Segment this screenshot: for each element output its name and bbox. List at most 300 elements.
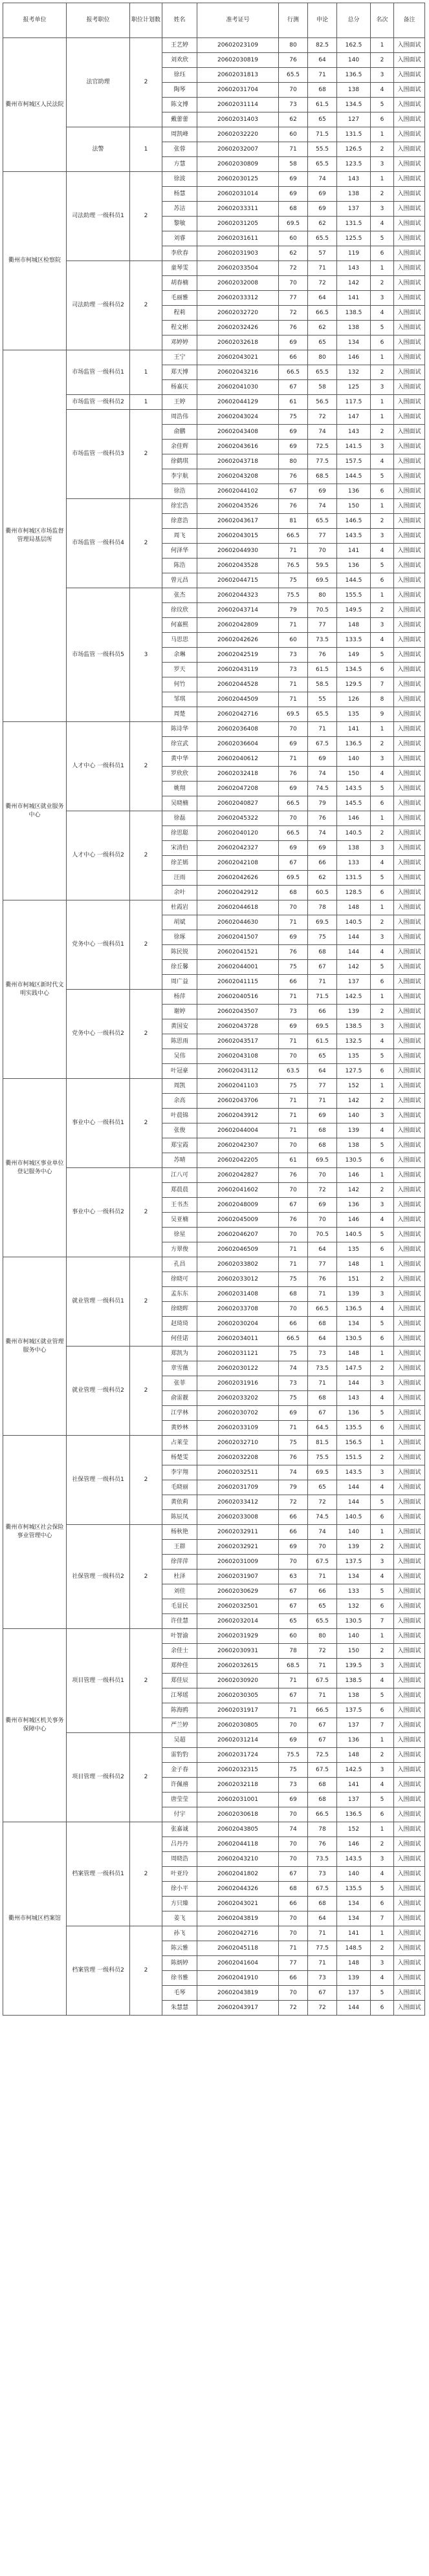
total-score-cell: 140	[337, 1525, 371, 1540]
total-score-cell: 151.5	[337, 1451, 371, 1465]
essay-score-cell: 66.5	[308, 1703, 337, 1718]
written-score-cell: 70	[279, 1852, 308, 1867]
rank-cell: 6	[371, 886, 394, 900]
essay-score-cell: 70	[308, 1540, 337, 1555]
rank-cell: 3	[371, 157, 394, 172]
total-score-cell: 135	[337, 707, 371, 722]
candidate-name-cell: 毛琴	[162, 1986, 197, 2001]
remark-cell: 入围面试	[394, 187, 425, 202]
rank-cell: 5	[371, 871, 394, 886]
plan-cell: 2	[130, 1926, 162, 2016]
total-score-cell: 135	[337, 1242, 371, 1257]
total-score-cell: 142	[337, 1094, 371, 1109]
essay-score-cell: 66.5	[308, 306, 337, 321]
essay-score-cell: 69	[308, 752, 337, 767]
ticket-number-cell: 20602044118	[197, 1837, 279, 1852]
total-score-cell: 133	[337, 1584, 371, 1599]
essay-score-cell: 61.5	[308, 98, 337, 112]
total-score-cell: 131.5	[337, 217, 371, 231]
candidate-name-cell: 刘睿	[162, 231, 197, 246]
ticket-number-cell: 20602032208	[197, 1451, 279, 1465]
remark-cell: 入围面试	[394, 930, 425, 945]
remark-cell: 入围面试	[394, 1570, 425, 1584]
essay-score-cell: 68	[308, 1123, 337, 1138]
essay-score-cell: 71	[308, 975, 337, 990]
remark-cell: 入围面试	[394, 1421, 425, 1436]
written-score-cell: 66.5	[279, 1332, 308, 1347]
total-score-cell: 136	[337, 1733, 371, 1748]
total-score-cell: 131.5	[337, 871, 371, 886]
written-score-cell: 66	[279, 1971, 308, 1986]
ticket-number-cell: 20602043507	[197, 1005, 279, 1019]
header-unit: 报考单位	[3, 3, 67, 38]
remark-cell: 入围面试	[394, 1242, 425, 1257]
remark-cell: 入围面试	[394, 1109, 425, 1123]
ticket-number-cell: 20602045118	[197, 1941, 279, 1956]
ticket-number-cell: 20602030920	[197, 1674, 279, 1688]
header-post: 报考职位	[67, 3, 130, 38]
total-score-cell: 141.5	[337, 440, 371, 454]
essay-score-cell: 71	[308, 1956, 337, 1971]
rank-cell: 5	[371, 1584, 394, 1599]
remark-cell: 入围面试	[394, 1882, 425, 1897]
remark-cell: 入围面试	[394, 1867, 425, 1882]
total-score-cell: 142	[337, 1183, 371, 1198]
remark-cell: 入围面试	[394, 1897, 425, 1911]
essay-score-cell: 67.5	[308, 737, 337, 752]
essay-score-cell: 72.5	[308, 1748, 337, 1763]
essay-score-cell: 72	[308, 1495, 337, 1510]
written-score-cell: 69	[279, 782, 308, 796]
written-score-cell: 66	[279, 975, 308, 990]
total-score-cell: 144.5	[337, 573, 371, 588]
plan-cell: 2	[130, 261, 162, 350]
candidate-name-cell: 郑凯为	[162, 1347, 197, 1361]
written-score-cell: 68	[279, 202, 308, 217]
remark-cell: 入围面试	[394, 1956, 425, 1971]
rank-cell: 4	[371, 1123, 394, 1138]
essay-score-cell: 58.5	[308, 677, 337, 692]
essay-score-cell: 68.5	[308, 469, 337, 484]
remark-cell: 入围面试	[394, 395, 425, 410]
ticket-number-cell: 20602044618	[197, 900, 279, 915]
ticket-number-cell: 20602044715	[197, 573, 279, 588]
written-score-cell: 60	[279, 633, 308, 648]
ticket-number-cell: 20602032014	[197, 1614, 279, 1629]
remark-cell: 入围面试	[394, 1733, 425, 1748]
ticket-number-cell: 20602031907	[197, 1570, 279, 1584]
remark-cell: 入围面试	[394, 202, 425, 217]
header-row	[3, 3, 425, 38]
rank-cell: 4	[371, 1570, 394, 1584]
essay-score-cell: 69	[308, 1198, 337, 1213]
post-cell: 档案管理 一级科员2	[67, 1926, 130, 2016]
remark-cell: 入围面试	[394, 1510, 425, 1525]
ticket-number-cell: 20602042716	[197, 1926, 279, 1941]
ticket-number-cell: 20602043015	[197, 529, 279, 544]
remark-cell: 入围面试	[394, 826, 425, 841]
candidate-name-cell: 方慧	[162, 157, 197, 172]
total-score-cell: 136	[337, 1406, 371, 1421]
written-score-cell: 68	[279, 1882, 308, 1897]
written-score-cell: 70	[279, 1837, 308, 1852]
essay-score-cell: 67	[308, 1718, 337, 1733]
candidate-name-cell: 毛晓丽	[162, 1480, 197, 1495]
total-score-cell: 131.5	[337, 127, 371, 142]
essay-score-cell: 60.5	[308, 886, 337, 900]
total-score-cell: 155.5	[337, 588, 371, 603]
essay-score-cell: 64	[308, 291, 337, 306]
candidate-name-cell: 李宇翔	[162, 1465, 197, 1480]
post-cell: 项目管理 一级科员2	[67, 1733, 130, 1822]
essay-score-cell: 65	[308, 1480, 337, 1495]
essay-score-cell: 77	[308, 1079, 337, 1094]
rank-cell: 1	[371, 990, 394, 1005]
ticket-number-cell: 20602031724	[197, 1748, 279, 1763]
rank-cell: 4	[371, 1480, 394, 1495]
remark-cell: 入围面试	[394, 544, 425, 559]
unit-cell: 衢州市柯城区档案馆	[3, 1822, 67, 2016]
ticket-number-cell: 20602041604	[197, 1956, 279, 1971]
written-score-cell: 70	[279, 1555, 308, 1570]
written-score-cell: 61	[279, 1153, 308, 1168]
written-score-cell: 66.5	[279, 826, 308, 841]
written-score-cell: 69.5	[279, 871, 308, 886]
written-score-cell: 58	[279, 157, 308, 172]
post-cell: 市场监管 一级科员3	[67, 410, 130, 499]
remark-cell: 入围面试	[394, 1332, 425, 1347]
essay-score-cell: 64.5	[308, 1421, 337, 1436]
essay-score-cell: 68	[308, 1778, 337, 1793]
rank-cell: 1	[371, 350, 394, 365]
table-row	[3, 172, 425, 187]
candidate-name-cell: 徐思聪	[162, 826, 197, 841]
remark-cell: 入围面试	[394, 1659, 425, 1674]
total-score-cell: 134	[337, 1911, 371, 1926]
ticket-number-cell: 20602044102	[197, 484, 279, 499]
total-score-cell: 146	[337, 811, 371, 826]
rank-cell: 5	[371, 321, 394, 335]
ticket-number-cell: 20602041802	[197, 1867, 279, 1882]
remark-cell: 入围面试	[394, 722, 425, 737]
total-score-cell: 137.5	[337, 1555, 371, 1570]
essay-score-cell: 69.5	[308, 915, 337, 930]
essay-score-cell: 76	[308, 1837, 337, 1852]
essay-score-cell: 80	[308, 1629, 337, 1644]
rank-cell: 4	[371, 544, 394, 559]
remark-cell: 入围面试	[394, 648, 425, 663]
essay-score-cell: 81.5	[308, 1436, 337, 1451]
candidate-name-cell: 徐磊	[162, 811, 197, 826]
total-score-cell: 136	[337, 484, 371, 499]
total-score-cell: 135	[337, 1049, 371, 1064]
remark-cell: 入围面试	[394, 603, 425, 618]
total-score-cell: 140	[337, 752, 371, 767]
rank-cell: 4	[371, 217, 394, 231]
ticket-number-cell: 20602030805	[197, 1718, 279, 1733]
candidate-name-cell: 严兰婷	[162, 1718, 197, 1733]
table-row	[3, 1733, 425, 1748]
unit-cell: 衢州市柯城区就业管理服务中心	[3, 1257, 67, 1436]
remark-cell: 入围面试	[394, 960, 425, 975]
rank-cell: 3	[371, 930, 394, 945]
rank-cell: 4	[371, 1391, 394, 1406]
written-score-cell: 69.5	[279, 707, 308, 722]
candidate-name-cell: 章雪薇	[162, 1361, 197, 1376]
unit-cell: 衢州市柯城区社会保险事业管理中心	[3, 1436, 67, 1629]
essay-score-cell: 80	[308, 350, 337, 365]
essay-score-cell: 72	[308, 410, 337, 425]
essay-score-cell: 77.5	[308, 1941, 337, 1956]
ticket-number-cell: 20602030125	[197, 172, 279, 187]
ticket-number-cell: 20602043408	[197, 425, 279, 440]
total-score-cell: 137	[337, 1986, 371, 2001]
table-row	[3, 261, 425, 276]
remark-cell: 入围面试	[394, 1361, 425, 1376]
essay-score-cell: 70	[308, 544, 337, 559]
total-score-cell: 126.5	[337, 142, 371, 157]
written-score-cell: 79	[279, 603, 308, 618]
unit-cell: 衢州市柯城区机关事务保障中心	[3, 1629, 67, 1822]
ticket-number-cell: 20602033008	[197, 1510, 279, 1525]
candidate-name-cell: 苏晴	[162, 1153, 197, 1168]
ticket-number-cell: 20602040120	[197, 826, 279, 841]
total-score-cell: 133	[337, 856, 371, 871]
rank-cell: 6	[371, 112, 394, 127]
total-score-cell: 139	[337, 1971, 371, 1986]
essay-score-cell: 70.5	[308, 603, 337, 618]
written-score-cell: 76	[279, 499, 308, 514]
written-score-cell: 66	[279, 1897, 308, 1911]
ticket-number-cell: 20602043805	[197, 1822, 279, 1837]
total-score-cell: 117.5	[337, 395, 371, 410]
remark-cell: 入围面试	[394, 677, 425, 692]
rank-cell: 3	[371, 1956, 394, 1971]
table-row	[3, 395, 425, 410]
candidate-name-cell: 陈民锐	[162, 945, 197, 960]
ticket-number-cell: 20602044630	[197, 915, 279, 930]
total-score-cell: 144	[337, 1376, 371, 1391]
ticket-number-cell: 20602030809	[197, 157, 279, 172]
total-score-cell: 140.5	[337, 1228, 371, 1242]
candidate-name-cell: 许佳慧	[162, 1614, 197, 1629]
table-row	[3, 1822, 425, 1837]
essay-score-cell: 74	[308, 826, 337, 841]
total-score-cell: 148	[337, 1748, 371, 1763]
essay-score-cell: 76	[308, 811, 337, 826]
rank-cell: 1	[371, 722, 394, 737]
table-row	[3, 1436, 425, 1451]
candidate-name-cell: 江学林	[162, 1406, 197, 1421]
written-score-cell: 76	[279, 1451, 308, 1465]
essay-score-cell: 68	[308, 1897, 337, 1911]
candidate-name-cell: 邓婷婷	[162, 335, 197, 350]
rank-cell: 3	[371, 68, 394, 83]
rank-cell: 3	[371, 1109, 394, 1123]
rank-cell: 9	[371, 707, 394, 722]
candidate-name-cell: 何竹	[162, 677, 197, 692]
remark-cell: 入围面试	[394, 1064, 425, 1079]
rank-cell: 4	[371, 1213, 394, 1228]
candidate-name-cell: 姜飞	[162, 1911, 197, 1926]
written-score-cell: 60	[279, 1629, 308, 1644]
total-score-cell: 140	[337, 53, 371, 68]
written-score-cell: 70	[279, 1049, 308, 1064]
written-score-cell: 70	[279, 1926, 308, 1941]
written-score-cell: 69	[279, 1793, 308, 1807]
candidate-name-cell: 雷豹豹	[162, 1748, 197, 1763]
post-cell: 项目管理 一级科员1	[67, 1629, 130, 1733]
essay-score-cell: 73.5	[308, 1852, 337, 1867]
total-score-cell: 156.5	[337, 1436, 371, 1451]
ticket-number-cell: 20602030618	[197, 1807, 279, 1822]
candidate-name-cell: 陈炳婷	[162, 1956, 197, 1971]
ticket-number-cell: 20602043528	[197, 559, 279, 573]
remark-cell: 入围面试	[394, 1703, 425, 1718]
ticket-number-cell: 20602030122	[197, 1361, 279, 1376]
ticket-number-cell: 20602044129	[197, 395, 279, 410]
rank-cell: 3	[371, 841, 394, 856]
ticket-number-cell: 20602043210	[197, 1852, 279, 1867]
written-score-cell: 70	[279, 811, 308, 826]
written-score-cell: 62	[279, 112, 308, 127]
written-score-cell: 79	[279, 1480, 308, 1495]
unit-cell: 衢州市柯城区市场监督管理局基层所	[3, 350, 67, 722]
candidate-name-cell: 黄中华	[162, 752, 197, 767]
remark-cell: 入围面试	[394, 1436, 425, 1451]
header-written-test: 行测	[279, 3, 308, 38]
remark-cell: 入围面试	[394, 1287, 425, 1302]
total-score-cell: 143.5	[337, 1852, 371, 1867]
written-score-cell: 62	[279, 246, 308, 261]
ticket-number-cell: 20602033312	[197, 291, 279, 306]
candidate-name-cell: 赵琦琦	[162, 1317, 197, 1332]
candidate-name-cell: 姚翔	[162, 782, 197, 796]
total-score-cell: 136.5	[337, 737, 371, 752]
candidate-name-cell: 曾元昌	[162, 573, 197, 588]
written-score-cell: 71	[279, 1674, 308, 1688]
remark-cell: 入围面试	[394, 1852, 425, 1867]
total-score-cell: 134	[337, 1897, 371, 1911]
candidate-name-cell: 江八可	[162, 1168, 197, 1183]
written-score-cell: 74	[279, 1361, 308, 1376]
total-score-cell: 138	[337, 1688, 371, 1703]
candidate-name-cell: 俞鹏	[162, 425, 197, 440]
total-score-cell: 129.5	[337, 677, 371, 692]
candidate-name-cell: 徐波	[162, 172, 197, 187]
total-score-cell: 148	[337, 1347, 371, 1361]
essay-score-cell: 67	[308, 1986, 337, 2001]
ticket-number-cell: 20602044509	[197, 692, 279, 707]
total-score-cell: 135.5	[337, 1421, 371, 1436]
essay-score-cell: 62	[308, 217, 337, 231]
total-score-cell: 150	[337, 1644, 371, 1659]
rank-cell: 3	[371, 440, 394, 454]
rank-cell: 3	[371, 291, 394, 306]
candidate-name-cell: 苏洁	[162, 202, 197, 217]
remark-cell: 入围面试	[394, 425, 425, 440]
total-score-cell: 139	[337, 1540, 371, 1555]
essay-score-cell: 74.5	[308, 782, 337, 796]
candidate-name-cell: 叶晨锦	[162, 1109, 197, 1123]
table-row	[3, 1079, 425, 1094]
ticket-number-cell: 20602043616	[197, 440, 279, 454]
post-cell: 司法助理 一级科员2	[67, 261, 130, 350]
candidate-name-cell: 叶智渝	[162, 1629, 197, 1644]
ticket-number-cell: 20602031121	[197, 1347, 279, 1361]
essay-score-cell: 77	[308, 618, 337, 633]
rank-cell: 2	[371, 915, 394, 930]
essay-score-cell: 74.5	[308, 1510, 337, 1525]
plan-cell: 2	[130, 38, 162, 127]
rank-cell: 1	[371, 1436, 394, 1451]
ticket-number-cell: 20602042626	[197, 871, 279, 886]
candidate-name-cell: 吴伟	[162, 1049, 197, 1064]
rank-cell: 4	[371, 1034, 394, 1049]
rank-cell: 1	[371, 1168, 394, 1183]
written-score-cell: 71	[279, 1703, 308, 1718]
essay-score-cell: 68	[308, 1317, 337, 1332]
table-body	[3, 38, 425, 2016]
rank-cell: 5	[371, 1317, 394, 1332]
total-score-cell: 143.5	[337, 1465, 371, 1480]
total-score-cell: 138	[337, 321, 371, 335]
remark-cell: 入围面试	[394, 1941, 425, 1956]
candidate-name-cell: 郑天博	[162, 365, 197, 380]
written-score-cell: 69	[279, 1019, 308, 1034]
plan-cell: 2	[130, 1168, 162, 1257]
total-score-cell: 150	[337, 499, 371, 514]
total-score-cell: 143	[337, 261, 371, 276]
written-score-cell: 71	[279, 752, 308, 767]
candidate-name-cell: 徐丘馨	[162, 960, 197, 975]
written-score-cell: 69	[279, 425, 308, 440]
essay-score-cell: 66.5	[308, 1807, 337, 1822]
candidate-name-cell: 许佩禧	[162, 1778, 197, 1793]
written-score-cell: 70	[279, 722, 308, 737]
table-row	[3, 1525, 425, 1540]
rank-cell: 5	[371, 98, 394, 112]
post-cell: 社保管理 一级科员1	[67, 1436, 130, 1525]
ticket-number-cell: 20602043119	[197, 663, 279, 677]
candidate-name-cell: 唐莹莹	[162, 1793, 197, 1807]
essay-score-cell: 66	[308, 1005, 337, 1019]
candidate-name-cell: 杜霞岩	[162, 900, 197, 915]
remark-cell: 入围面试	[394, 112, 425, 127]
rank-cell: 3	[371, 529, 394, 544]
ticket-number-cell: 20602032618	[197, 335, 279, 350]
ticket-number-cell: 20602032615	[197, 1659, 279, 1674]
post-cell: 党务中心 一级科员2	[67, 990, 130, 1079]
ticket-number-cell: 20602031408	[197, 1287, 279, 1302]
table-row	[3, 38, 425, 53]
header-name: 姓名	[162, 3, 197, 38]
essay-score-cell: 71.5	[308, 990, 337, 1005]
remark-cell: 入围面试	[394, 276, 425, 291]
essay-score-cell: 71	[308, 1570, 337, 1584]
essay-score-cell: 69	[308, 484, 337, 499]
header-essay: 申论	[308, 3, 337, 38]
essay-score-cell: 67.5	[308, 1763, 337, 1778]
ticket-number-cell: 20602041521	[197, 945, 279, 960]
ticket-number-cell: 20602032118	[197, 1778, 279, 1793]
essay-score-cell: 68	[308, 1793, 337, 1807]
ticket-number-cell: 20602033504	[197, 261, 279, 276]
candidate-name-cell: 金子春	[162, 1763, 197, 1778]
rank-cell: 6	[371, 1242, 394, 1257]
essay-score-cell: 69	[308, 187, 337, 202]
ticket-number-cell: 20602044004	[197, 1123, 279, 1138]
